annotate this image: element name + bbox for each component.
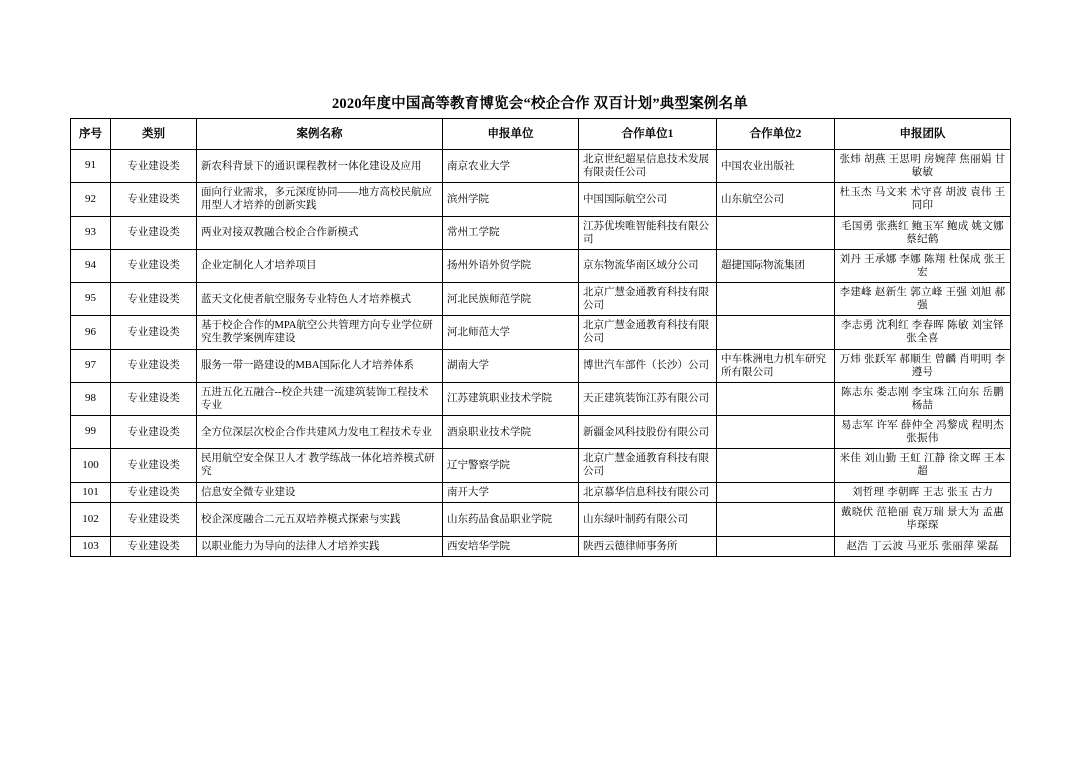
cell-seq: 97 bbox=[71, 349, 111, 382]
column-header-team: 申报团队 bbox=[835, 119, 1011, 150]
column-header-applicant-unit: 申报单位 bbox=[443, 119, 579, 150]
cell-partner-1: 北京慕华信息科技有限公司 bbox=[579, 482, 717, 503]
page-title: 2020年度中国高等教育博览会“校企合作 双百计划”典型案例名单 bbox=[331, 96, 749, 112]
cell-category: 专业建设类 bbox=[111, 349, 197, 382]
cell-partner-2 bbox=[717, 382, 835, 415]
cell-seq: 92 bbox=[71, 183, 111, 216]
table-row bbox=[71, 416, 1011, 449]
cell-case-name: 以职业能力为导向的法律人才培养实践 bbox=[197, 536, 443, 557]
table-header bbox=[71, 119, 1011, 150]
cell-seq: 95 bbox=[71, 283, 111, 316]
cell-partner-1: 新疆金风科技股份有限公司 bbox=[579, 416, 717, 449]
cell-partner-1: 山东绿叶制药有限公司 bbox=[579, 503, 717, 536]
cell-team: 戴晓伏 范艳丽 袁万瑞 景大为 孟惠 毕琛琛 bbox=[835, 503, 1011, 536]
cell-partner-2: 山东航空公司 bbox=[717, 183, 835, 216]
column-header-partner-1: 合作单位1 bbox=[579, 119, 717, 150]
cell-applicant-unit: 江苏建筑职业技术学院 bbox=[443, 382, 579, 415]
cell-seq: 103 bbox=[71, 536, 111, 557]
cell-applicant-unit: 山东药品食品职业学院 bbox=[443, 503, 579, 536]
cell-seq: 91 bbox=[71, 150, 111, 183]
cell-team: 张炜 胡燕 王思明 房婉萍 焦丽娟 甘敏敏 bbox=[835, 150, 1011, 183]
cell-case-name: 信息安全微专业建设 bbox=[197, 482, 443, 503]
cell-category: 专业建设类 bbox=[111, 503, 197, 536]
cell-partner-2: 中车株洲电力机车研究所有限公司 bbox=[717, 349, 835, 382]
table-row bbox=[71, 150, 1011, 183]
cell-partner-2 bbox=[717, 482, 835, 503]
table-row bbox=[71, 183, 1011, 216]
table-row bbox=[71, 249, 1011, 282]
table-body bbox=[71, 150, 1011, 557]
table-row bbox=[71, 216, 1011, 249]
cell-category: 专业建设类 bbox=[111, 216, 197, 249]
cell-case-name: 五进五化五融合--校企共建一流建筑装饰工程技术专业 bbox=[197, 382, 443, 415]
cell-partner-1: 北京广慧金通教育科技有限公司 bbox=[579, 283, 717, 316]
cell-partner-2 bbox=[717, 283, 835, 316]
cell-seq: 101 bbox=[71, 482, 111, 503]
cell-partner-1: 天正建筑装饰江苏有限公司 bbox=[579, 382, 717, 415]
cell-partner-2 bbox=[717, 449, 835, 482]
column-header-case-name: 案例名称 bbox=[197, 119, 443, 150]
case-table-container bbox=[70, 118, 1010, 557]
cell-seq: 102 bbox=[71, 503, 111, 536]
cell-case-name: 基于校企合作的MPA航空公共管理方向专业学位研究生教学案例库建设 bbox=[197, 316, 443, 349]
table-row bbox=[71, 349, 1011, 382]
cell-team: 万炜 张跃军 郝顺生 曾麟 肖明明 李遵号 bbox=[835, 349, 1011, 382]
cell-seq: 96 bbox=[71, 316, 111, 349]
cell-partner-2 bbox=[717, 416, 835, 449]
cell-case-name: 两业对接双教融合校企合作新模式 bbox=[197, 216, 443, 249]
cell-partner-1: 江苏优埃唯智能科技有限公司 bbox=[579, 216, 717, 249]
column-header-category: 类别 bbox=[111, 119, 197, 150]
cell-applicant-unit: 常州工学院 bbox=[443, 216, 579, 249]
cell-seq: 98 bbox=[71, 382, 111, 415]
table-row bbox=[71, 482, 1011, 503]
cell-partner-2 bbox=[717, 536, 835, 557]
table-row bbox=[71, 449, 1011, 482]
cell-partner-2: 超捷国际物流集团 bbox=[717, 249, 835, 282]
cell-case-name: 民用航空安全保卫人才 教学练战一体化培养模式研究 bbox=[197, 449, 443, 482]
cell-team: 毛国勇 张燕红 鲍玉军 鲍成 姚文娜 蔡纪鹤 bbox=[835, 216, 1011, 249]
cell-team: 赵浩 丁云波 马亚乐 张丽萍 梁磊 bbox=[835, 536, 1011, 557]
cell-partner-1: 北京广慧金通教育科技有限公司 bbox=[579, 449, 717, 482]
cell-applicant-unit: 滨州学院 bbox=[443, 183, 579, 216]
cell-partner-2: 中国农业出版社 bbox=[717, 150, 835, 183]
cell-category: 专业建设类 bbox=[111, 150, 197, 183]
cell-partner-1: 京东物流华南区域分公司 bbox=[579, 249, 717, 282]
cell-partner-1: 北京世纪超星信息技术发展有限责任公司 bbox=[579, 150, 717, 183]
cell-case-name: 校企深度融合二元五双培养模式探索与实践 bbox=[197, 503, 443, 536]
cell-applicant-unit: 扬州外语外贸学院 bbox=[443, 249, 579, 282]
cell-case-name: 企业定制化人才培养项目 bbox=[197, 249, 443, 282]
cell-seq: 93 bbox=[71, 216, 111, 249]
cell-applicant-unit: 南开大学 bbox=[443, 482, 579, 503]
cell-team: 陈志东 娄志刚 李宝珠 江向东 岳鹏 杨喆 bbox=[835, 382, 1011, 415]
table-row bbox=[71, 503, 1011, 536]
cell-category: 专业建设类 bbox=[111, 536, 197, 557]
cell-category: 专业建设类 bbox=[111, 183, 197, 216]
cell-case-name: 全方位深层次校企合作共建风力发电工程技术专业 bbox=[197, 416, 443, 449]
cell-applicant-unit: 湖南大学 bbox=[443, 349, 579, 382]
table-header-row bbox=[71, 119, 1011, 150]
cell-applicant-unit: 辽宁警察学院 bbox=[443, 449, 579, 482]
cell-category: 专业建设类 bbox=[111, 416, 197, 449]
cell-partner-1: 博世汽车部件（长沙）公司 bbox=[579, 349, 717, 382]
cell-case-name: 新农科背景下的通识课程教材一体化建设及应用 bbox=[197, 150, 443, 183]
cell-applicant-unit: 西安培华学院 bbox=[443, 536, 579, 557]
cell-partner-1: 北京广慧金通教育科技有限公司 bbox=[579, 316, 717, 349]
column-header-partner-2: 合作单位2 bbox=[717, 119, 835, 150]
column-header-seq: 序号 bbox=[71, 119, 111, 150]
cell-seq: 99 bbox=[71, 416, 111, 449]
table-row bbox=[71, 536, 1011, 557]
cell-seq: 94 bbox=[71, 249, 111, 282]
cell-partner-1: 陕西云德律师事务所 bbox=[579, 536, 717, 557]
case-table bbox=[70, 118, 1011, 557]
cell-team: 李建峰 赵新生 郭立峰 王强 刘旭 郝强 bbox=[835, 283, 1011, 316]
cell-category: 专业建设类 bbox=[111, 283, 197, 316]
cell-applicant-unit: 河北民族师范学院 bbox=[443, 283, 579, 316]
cell-team: 米佳 刘山勤 王虹 江静 徐文晖 王本超 bbox=[835, 449, 1011, 482]
cell-applicant-unit: 酒泉职业技术学院 bbox=[443, 416, 579, 449]
cell-team: 杜玉杰 马文来 术守喜 胡波 袁伟 王同印 bbox=[835, 183, 1011, 216]
cell-partner-1: 中国国际航空公司 bbox=[579, 183, 717, 216]
cell-partner-2 bbox=[717, 503, 835, 536]
cell-case-name: 蓝天文化使者航空服务专业特色人才培养模式 bbox=[197, 283, 443, 316]
table-row bbox=[71, 283, 1011, 316]
cell-category: 专业建设类 bbox=[111, 249, 197, 282]
cell-team: 刘丹 王承娜 李娜 陈翔 杜保成 张王宏 bbox=[835, 249, 1011, 282]
cell-seq: 100 bbox=[71, 449, 111, 482]
cell-case-name: 面向行业需求，多元深度协同——地方高校民航应用型人才培养的创新实践 bbox=[197, 183, 443, 216]
cell-team: 刘哲理 李朝晖 王志 张玉 古力 bbox=[835, 482, 1011, 503]
cell-team: 李志勇 沈利红 李春晖 陈敏 刘宝铎 张全喜 bbox=[835, 316, 1011, 349]
table-row bbox=[71, 382, 1011, 415]
table-row bbox=[71, 316, 1011, 349]
cell-category: 专业建设类 bbox=[111, 316, 197, 349]
cell-applicant-unit: 南京农业大学 bbox=[443, 150, 579, 183]
cell-category: 专业建设类 bbox=[111, 382, 197, 415]
cell-category: 专业建设类 bbox=[111, 482, 197, 503]
cell-applicant-unit: 河北师范大学 bbox=[443, 316, 579, 349]
cell-team: 易志军 许军 薛仲全 冯黎成 程明杰 张振伟 bbox=[835, 416, 1011, 449]
cell-partner-2 bbox=[717, 216, 835, 249]
cell-partner-2 bbox=[717, 316, 835, 349]
cell-category: 专业建设类 bbox=[111, 449, 197, 482]
cell-case-name: 服务一带一路建设的MBA国际化人才培养体系 bbox=[197, 349, 443, 382]
